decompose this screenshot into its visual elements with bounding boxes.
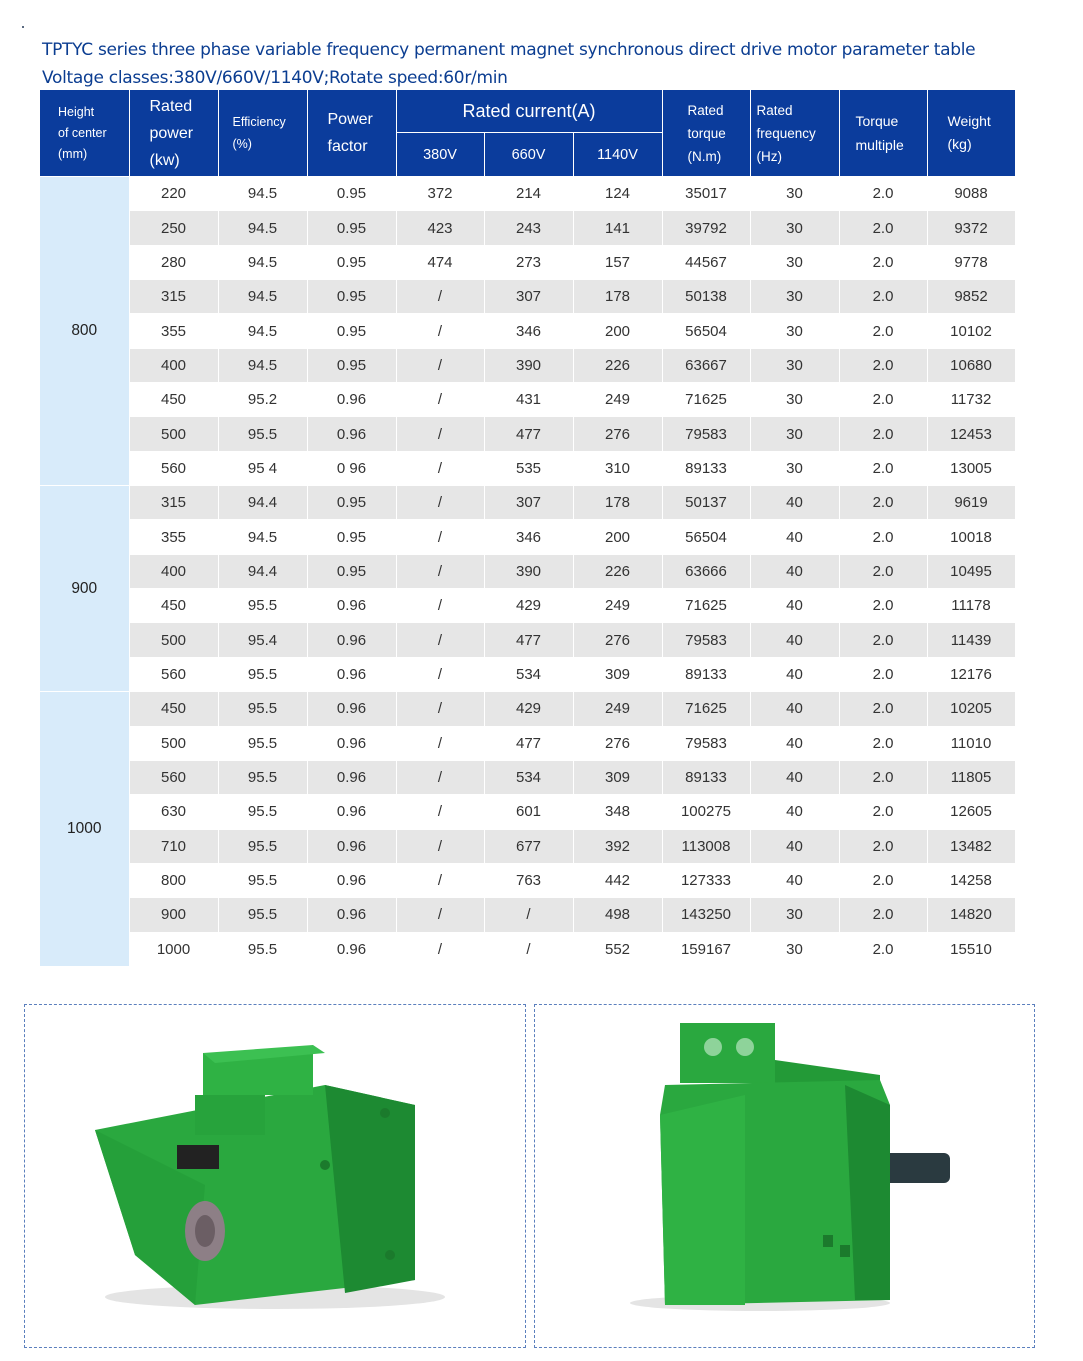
rated-frequency-cell: 30 [750,314,839,348]
power-factor-cell: 0.95 [307,348,396,382]
rated-power-cell: 315 [129,486,218,520]
rated-power-cell: 500 [129,623,218,657]
height-of-center-cell: 800 [40,177,129,486]
power-factor-cell: 0.95 [307,245,396,279]
current-1140v-cell: 249 [573,589,662,623]
current-380v-cell: / [396,795,484,829]
header-weight: Weight (kg) [927,90,1015,177]
current-380v-cell: / [396,314,484,348]
efficiency-cell: 94.5 [218,314,307,348]
efficiency-cell: 95.5 [218,863,307,897]
table-row [40,383,1015,417]
current-380v-cell: 423 [396,211,484,245]
current-1140v-cell: 200 [573,520,662,554]
power-factor-cell: 0.96 [307,863,396,897]
table-row [40,726,1015,760]
rated-torque-cell: 100275 [662,795,750,829]
rated-power-cell: 560 [129,760,218,794]
current-1140v-cell: 200 [573,314,662,348]
current-660v-cell: 763 [484,863,573,897]
current-660v-cell: 534 [484,760,573,794]
power-factor-cell: 0.95 [307,554,396,588]
efficiency-cell: 94.5 [218,245,307,279]
weight-cell: 9088 [927,177,1015,211]
current-660v-cell: 477 [484,417,573,451]
weight-cell: 10680 [927,348,1015,382]
page-title: TPTYC series three phase variable frequency permanent magnet synchronous direct drive motor parameter table [42,40,976,60]
current-660v-cell: 307 [484,486,573,520]
table-row [40,863,1015,897]
table-row [40,417,1015,451]
efficiency-cell: 94.4 [218,486,307,520]
current-380v-cell: / [396,760,484,794]
rated-frequency-cell: 40 [750,554,839,588]
rated-frequency-cell: 30 [750,898,839,932]
rated-frequency-cell: 30 [750,383,839,417]
rated-power-cell: 220 [129,177,218,211]
rated-frequency-cell: 40 [750,760,839,794]
current-380v-cell: / [396,932,484,966]
torque-multiple-cell: 2.0 [839,589,927,623]
power-factor-cell: 0.96 [307,932,396,966]
rated-frequency-cell: 40 [750,657,839,691]
table-row [40,177,1015,211]
rated-frequency-cell: 30 [750,280,839,314]
efficiency-cell: 95.5 [218,932,307,966]
weight-cell: 10102 [927,314,1015,348]
torque-multiple-cell: 2.0 [839,726,927,760]
torque-multiple-cell: 2.0 [839,348,927,382]
rated-torque-cell: 44567 [662,245,750,279]
motor-photo-angled [24,1004,526,1348]
rated-torque-cell: 113008 [662,829,750,863]
current-380v-cell: / [396,898,484,932]
torque-multiple-cell: 2.0 [839,623,927,657]
current-1140v-cell: 141 [573,211,662,245]
rated-frequency-cell: 40 [750,486,839,520]
current-660v-cell: 346 [484,520,573,554]
current-1140v-cell: 309 [573,760,662,794]
power-factor-cell: 0.95 [307,280,396,314]
current-660v-cell: 390 [484,348,573,382]
rated-power-cell: 315 [129,280,218,314]
motor-front-icon [535,1005,1034,1347]
corner-dot [22,26,24,28]
efficiency-cell: 94.5 [218,211,307,245]
table-row [40,245,1015,279]
motor-angled-icon [25,1005,525,1347]
torque-multiple-cell: 2.0 [839,795,927,829]
header-voltage-1140v: 1140V [573,133,662,177]
rated-frequency-cell: 40 [750,726,839,760]
table-row [40,623,1015,657]
table-row [40,486,1015,520]
rated-frequency-cell: 30 [750,451,839,485]
weight-cell: 10205 [927,692,1015,726]
current-660v-cell: 677 [484,829,573,863]
efficiency-cell: 95.5 [218,898,307,932]
weight-cell: 14258 [927,863,1015,897]
table-body [40,177,1015,967]
rated-frequency-cell: 40 [750,829,839,863]
weight-cell: 13005 [927,451,1015,485]
rated-power-cell: 630 [129,795,218,829]
efficiency-cell: 94.5 [218,348,307,382]
torque-multiple-cell: 2.0 [839,554,927,588]
torque-multiple-cell: 2.0 [839,863,927,897]
rated-power-cell: 355 [129,314,218,348]
weight-cell: 12453 [927,417,1015,451]
power-factor-cell: 0.96 [307,795,396,829]
motor-photo-front [534,1004,1035,1348]
current-380v-cell: 372 [396,177,484,211]
torque-multiple-cell: 2.0 [839,898,927,932]
table-row [40,554,1015,588]
power-factor-cell: 0.95 [307,177,396,211]
header-voltage-660v: 660V [484,133,573,177]
current-1140v-cell: 124 [573,177,662,211]
header-height-of-center: Height of center (mm) [40,90,129,177]
weight-cell: 11178 [927,589,1015,623]
current-380v-cell: / [396,657,484,691]
power-factor-cell: 0.96 [307,760,396,794]
rated-power-cell: 500 [129,726,218,760]
rated-torque-cell: 79583 [662,623,750,657]
efficiency-cell: 95.2 [218,383,307,417]
weight-cell: 10018 [927,520,1015,554]
table-row [40,589,1015,623]
current-660v-cell: 214 [484,177,573,211]
efficiency-cell: 95.5 [218,657,307,691]
table-row [40,520,1015,554]
rated-torque-cell: 89133 [662,657,750,691]
current-660v-cell: 601 [484,795,573,829]
efficiency-cell: 95.5 [218,760,307,794]
current-1140v-cell: 552 [573,932,662,966]
power-factor-cell: 0.96 [307,383,396,417]
torque-multiple-cell: 2.0 [839,314,927,348]
current-1140v-cell: 157 [573,245,662,279]
table-row [40,348,1015,382]
weight-cell: 12605 [927,795,1015,829]
current-1140v-cell: 498 [573,898,662,932]
rated-frequency-cell: 40 [750,589,839,623]
torque-multiple-cell: 2.0 [839,451,927,485]
efficiency-cell: 95 4 [218,451,307,485]
power-factor-cell: 0.96 [307,726,396,760]
current-380v-cell: / [396,692,484,726]
rated-torque-cell: 39792 [662,211,750,245]
current-1140v-cell: 348 [573,795,662,829]
current-380v-cell: / [396,863,484,897]
weight-cell: 9619 [927,486,1015,520]
table-row [40,451,1015,485]
torque-multiple-cell: 2.0 [839,280,927,314]
table-row [40,280,1015,314]
table-row [40,795,1015,829]
current-1140v-cell: 249 [573,692,662,726]
torque-multiple-cell: 2.0 [839,829,927,863]
power-factor-cell: 0 96 [307,451,396,485]
rated-torque-cell: 63667 [662,348,750,382]
rated-power-cell: 450 [129,589,218,623]
efficiency-cell: 95.5 [218,589,307,623]
weight-cell: 11439 [927,623,1015,657]
rated-power-cell: 450 [129,383,218,417]
current-380v-cell: / [396,829,484,863]
header-rated-frequency: Rated frequency (Hz) [750,90,839,177]
weight-cell: 10495 [927,554,1015,588]
efficiency-cell: 95.4 [218,623,307,657]
weight-cell: 9372 [927,211,1015,245]
current-380v-cell: / [396,554,484,588]
table-row [40,760,1015,794]
torque-multiple-cell: 2.0 [839,760,927,794]
rated-torque-cell: 71625 [662,589,750,623]
rated-torque-cell: 159167 [662,932,750,966]
current-380v-cell: 474 [396,245,484,279]
torque-multiple-cell: 2.0 [839,692,927,726]
rated-torque-cell: 89133 [662,451,750,485]
power-factor-cell: 0.96 [307,589,396,623]
weight-cell: 11805 [927,760,1015,794]
current-380v-cell: / [396,520,484,554]
torque-multiple-cell: 2.0 [839,486,927,520]
rated-power-cell: 800 [129,863,218,897]
rated-torque-cell: 63666 [662,554,750,588]
current-1140v-cell: 442 [573,863,662,897]
rated-power-cell: 400 [129,554,218,588]
current-660v-cell: 534 [484,657,573,691]
torque-multiple-cell: 2.0 [839,383,927,417]
weight-cell: 11010 [927,726,1015,760]
current-380v-cell: / [396,451,484,485]
rated-power-cell: 355 [129,520,218,554]
rated-torque-cell: 79583 [662,417,750,451]
current-1140v-cell: 310 [573,451,662,485]
efficiency-cell: 95.5 [218,692,307,726]
rated-frequency-cell: 40 [750,520,839,554]
current-1140v-cell: 276 [573,726,662,760]
weight-cell: 14820 [927,898,1015,932]
current-1140v-cell: 249 [573,383,662,417]
table-row [40,657,1015,691]
rated-frequency-cell: 40 [750,863,839,897]
height-of-center-cell: 1000 [40,692,129,967]
torque-multiple-cell: 2.0 [839,177,927,211]
current-1140v-cell: 276 [573,417,662,451]
rated-frequency-cell: 40 [750,795,839,829]
power-factor-cell: 0.96 [307,657,396,691]
rated-frequency-cell: 40 [750,623,839,657]
current-660v-cell: 243 [484,211,573,245]
rated-torque-cell: 71625 [662,692,750,726]
rated-frequency-cell: 30 [750,177,839,211]
power-factor-cell: 0.95 [307,314,396,348]
current-660v-cell: 346 [484,314,573,348]
torque-multiple-cell: 2.0 [839,245,927,279]
current-660v-cell: / [484,898,573,932]
current-380v-cell: / [396,726,484,760]
rated-power-cell: 400 [129,348,218,382]
efficiency-cell: 95.5 [218,829,307,863]
rated-power-cell: 900 [129,898,218,932]
current-660v-cell: 273 [484,245,573,279]
rated-power-cell: 710 [129,829,218,863]
current-660v-cell: 429 [484,589,573,623]
current-380v-cell: / [396,417,484,451]
power-factor-cell: 0.95 [307,520,396,554]
torque-multiple-cell: 2.0 [839,211,927,245]
efficiency-cell: 94.5 [218,177,307,211]
rated-torque-cell: 50137 [662,486,750,520]
rated-frequency-cell: 30 [750,417,839,451]
rated-frequency-cell: 30 [750,932,839,966]
current-660v-cell: 477 [484,623,573,657]
rated-torque-cell: 79583 [662,726,750,760]
current-380v-cell: / [396,623,484,657]
efficiency-cell: 94.5 [218,280,307,314]
current-1140v-cell: 178 [573,486,662,520]
power-factor-cell: 0.96 [307,623,396,657]
torque-multiple-cell: 2.0 [839,657,927,691]
current-660v-cell: 431 [484,383,573,417]
current-660v-cell: / [484,932,573,966]
header-rated-power: Rated power (kw) [129,90,218,177]
rated-torque-cell: 56504 [662,314,750,348]
rated-power-cell: 450 [129,692,218,726]
header-torque-multiple: Torque multiple [839,90,927,177]
rated-power-cell: 560 [129,451,218,485]
weight-cell: 12176 [927,657,1015,691]
weight-cell: 15510 [927,932,1015,966]
table-row [40,692,1015,726]
rated-torque-cell: 89133 [662,760,750,794]
power-factor-cell: 0.96 [307,829,396,863]
table-row [40,898,1015,932]
header-efficiency: Efficiency (%) [218,90,307,177]
torque-multiple-cell: 2.0 [839,932,927,966]
header-power-factor: Power factor [307,90,396,177]
current-1140v-cell: 309 [573,657,662,691]
rated-power-cell: 280 [129,245,218,279]
efficiency-cell: 94.4 [218,554,307,588]
rated-power-cell: 1000 [129,932,218,966]
efficiency-cell: 94.5 [218,520,307,554]
rated-torque-cell: 143250 [662,898,750,932]
header-voltage-380v: 380V [396,133,484,177]
current-660v-cell: 535 [484,451,573,485]
power-factor-cell: 0.96 [307,692,396,726]
efficiency-cell: 95.5 [218,726,307,760]
rated-power-cell: 500 [129,417,218,451]
power-factor-cell: 0.96 [307,417,396,451]
table-row [40,829,1015,863]
rated-torque-cell: 56504 [662,520,750,554]
rated-frequency-cell: 30 [750,348,839,382]
current-1140v-cell: 226 [573,554,662,588]
current-380v-cell: / [396,280,484,314]
efficiency-cell: 95.5 [218,417,307,451]
efficiency-cell: 95.5 [218,795,307,829]
weight-cell: 9778 [927,245,1015,279]
weight-cell: 11732 [927,383,1015,417]
current-1140v-cell: 226 [573,348,662,382]
current-380v-cell: / [396,589,484,623]
power-factor-cell: 0.96 [307,898,396,932]
current-660v-cell: 477 [484,726,573,760]
power-factor-cell: 0.95 [307,211,396,245]
rated-torque-cell: 71625 [662,383,750,417]
current-1140v-cell: 178 [573,280,662,314]
rated-frequency-cell: 30 [750,211,839,245]
rated-power-cell: 560 [129,657,218,691]
height-of-center-cell: 900 [40,486,129,692]
current-660v-cell: 429 [484,692,573,726]
header-rated-torque: Rated torque (N.m) [662,90,750,177]
parameter-table [40,90,1016,967]
power-factor-cell: 0.95 [307,486,396,520]
current-660v-cell: 390 [484,554,573,588]
current-380v-cell: / [396,486,484,520]
weight-cell: 9852 [927,280,1015,314]
rated-frequency-cell: 30 [750,245,839,279]
weight-cell: 13482 [927,829,1015,863]
current-1140v-cell: 392 [573,829,662,863]
torque-multiple-cell: 2.0 [839,520,927,554]
rated-torque-cell: 127333 [662,863,750,897]
table-row [40,314,1015,348]
page-subtitle: Voltage classes:380V/660V/1140V;Rotate speed:60r/min [42,68,508,88]
current-660v-cell: 307 [484,280,573,314]
torque-multiple-cell: 2.0 [839,417,927,451]
current-380v-cell: / [396,383,484,417]
header-rated-current: Rated current(A) [396,90,662,133]
current-380v-cell: / [396,348,484,382]
rated-frequency-cell: 40 [750,692,839,726]
rated-torque-cell: 35017 [662,177,750,211]
rated-torque-cell: 50138 [662,280,750,314]
table-row [40,211,1015,245]
current-1140v-cell: 276 [573,623,662,657]
table-row [40,932,1015,966]
rated-power-cell: 250 [129,211,218,245]
